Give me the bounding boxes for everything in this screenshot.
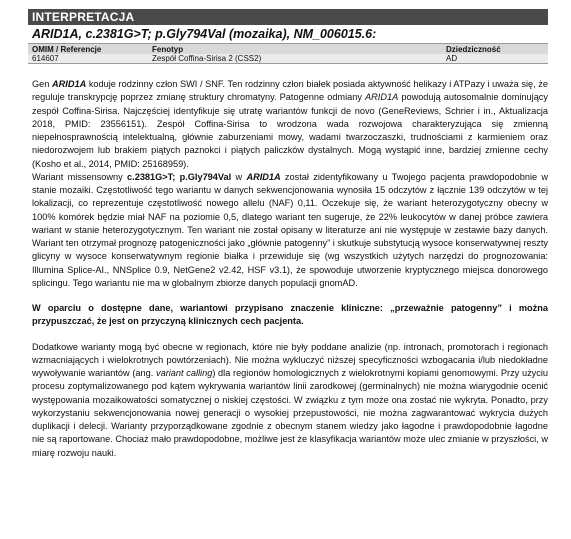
interpretation-section	[28, 9, 548, 460]
gene-name: ARID1A	[52, 79, 87, 89]
column-header: OMIM / Referencje	[28, 44, 148, 54]
omim-table	[28, 44, 548, 64]
table-header-row	[28, 44, 548, 54]
text-span: ) dla regionów homologicznych z wielokrotnymi kopiami genomowymi. Przy użyciu procesu zoptymalizowanego pod kątem wykrywania wariantów linii zarodkowej (germinalnych) nie można wiarygodnie ocenić występowania mozaikowatości somatycznej o niskiej częstości. W związku z tym może ona zostać nie wykryta. Ponadto, przy wykorzystaniu sekwencjonowania nowej generacji o wysokiej przepustowości, nie można zagwarantować wykrycia dużych duplikacji i delecji. Warianty przyporządkowane zgodnie z obecnym stanem wiedzy jako łagodne i prawdopodobnie łagodne nie są raportowane. Chociaż mało prawdopodobne, możliwe jest że klasyfikacja wariantów może ulec zmianie w przyszłości, w miarę rozwoju nauki.	[32, 368, 548, 458]
inheritance-cell: AD	[442, 54, 548, 64]
limitations-paragraph	[32, 341, 548, 460]
variant-description-paragraph	[32, 171, 548, 290]
variant-name: c.2381G>T; p.Gly794Val	[127, 171, 232, 182]
term: variant calling	[156, 368, 213, 378]
text-span: Wariant missensowny	[32, 171, 128, 182]
column-header: Dziedziczność	[442, 44, 548, 54]
gene-name: ARID1A	[365, 92, 399, 103]
variant-description: , c.2381G>T; p.Gly794Val (mozaika), NM_006015.6:	[78, 27, 377, 41]
gene-name: ARID1A	[246, 171, 281, 182]
text-span: powodują autosomalnie dominujący zespół Coffina-Sirisa. Najczęściej identyfikuje się utratę wariantów funkcji de novo (GeneReviews, Schrier i in., Aktualizacja 2018, PMID: 23556151). Zespół Coffina-Sirisa to wrodzona wada rozwojowa charakteryzująca się zmienną niepełnosprawnością intelektualną, głównie zaburzeniami mowy, wadami twarzoczaszki, trudnościami z karmieniem oraz niedorozwojem lub brakiem piątych paznokci i piątych paliczków dystalnych. Mogą wystąpić inne, bardziej zmienne cechy (Kosho et al., 2014, PMID: 25168959).	[32, 92, 548, 169]
omim-id-cell: 614607	[28, 54, 148, 64]
text-span: w	[231, 171, 247, 182]
gene-description-paragraph	[32, 78, 548, 171]
variant-gene: ARID1A	[32, 27, 79, 41]
text-span: Gen	[32, 79, 52, 89]
variant-title	[28, 25, 548, 44]
column-header: Fenotyp	[148, 44, 442, 54]
text-span: koduje rodzinny człon SWI / SNF. Ten rodzinny człon białek posiada aktywność helikazy i ATPazy i uważa się, że reguluje transkrypcję poprzez zmianę struktury chromatyny. Patogenne odmiany	[32, 79, 548, 103]
section-header: INTERPRETACJA	[28, 9, 548, 25]
conclusion-paragraph: W oparciu o dostępne dane, wariantowi przypisano znaczenie kliniczne: „przeważnie patogenny” i można przypuszczać, że jest on przyczyną klinicznych cech pacjenta.	[32, 303, 548, 327]
phenotype-cell: Zespół Coffina-Sirisa 2 (CSS2)	[148, 54, 442, 64]
table-row	[28, 54, 548, 64]
text-span: został zidentyfikowany u Twojego pacjenta prawdopodobnie w stanie mozaiki. Częstotliwość tego wariantu w danych sekwencjonowania wynosiła 15 odczytów z łącznie 139 odczytów w tej lokalizacji, co reprezentuje częstotliwość nowego allelu (NAF) 0,11. Oczekuje się, że wariant heterozygotyczny obecny w 100% komórek będzie miał NAF na poziomie 0,5, dlatego wariant ten sugeruje, że 22% leukocytów w danej próbce zawiera wariant w stanie heterozygotycznym. Ten wariant nie został opisany w literaturze ani nie występuje w zestawie bazy danych. Wariant ten otrzymał prognozę patogeniczności jako „głównie patogenny” i skutkuje substytucją wysoce konserwatywnej reszty glicyny w wysoce konserwatywnym regionie białka i przewiduje się (wg wszystkich użytych narzędzi do prognozowania: Illumina Splice-AI., NNSplice 0.9, NetGene2 v2.42, HSF v3.1), że spowoduje utworzenie kryptycznego miejsca donorowego splicingu. Tego wariantu nie ma w globalnym zbiorze danych populacji gnomAD.	[32, 171, 549, 288]
text-span: Dodatkowe warianty mogą być obecne w regionach, które nie były poddane analizie (np. intronach, promotorach i regionach wzmacniających i wielokrotnych powtórzeniach). Nie można wykluczyć niższej specyficzności wzbogacania i/lub niedokładne wywoływanie wariantów (ang.	[32, 341, 548, 378]
interpretation-body	[28, 78, 548, 460]
